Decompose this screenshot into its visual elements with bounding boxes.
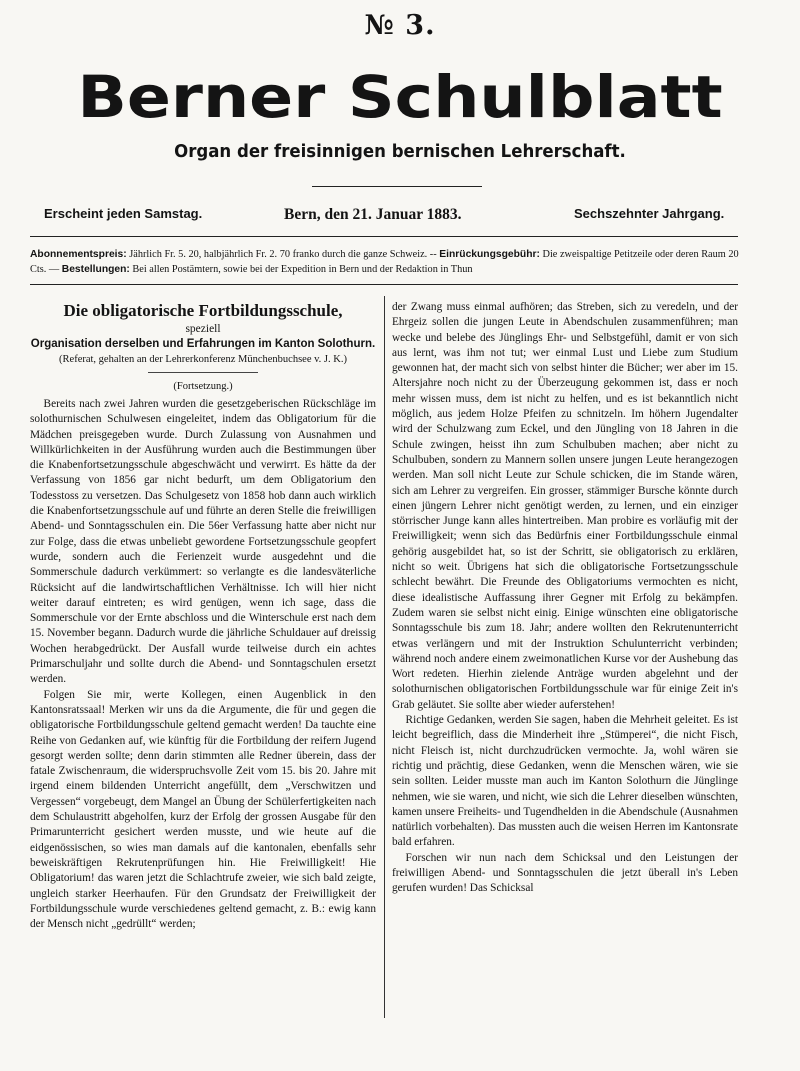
article-title: Die obligatorische Fortbildungsschule, xyxy=(63,301,343,320)
article-separator xyxy=(148,372,258,373)
paragraph: Folgen Sie mir, werte Kollegen, einen Augenblick in den Kantonsratssaal! Merken wir uns da die Argumente, die für und gegen die obligatorische Fortbildungsschule geltend gemacht werden! Da tauchte eine Reihe von Gedanken auf, wie künftig für die Fortbildung der reifern Jugend gesorgt werden sollte; denn darin stimmten alle Redner überein, dass der fatale Zwischenraum, die widerspruchsvolle Zeit vom 15. bis 20. Jahre mit irgend einem bildenden Unterricht angefüllt, dem „Verschwitzen und Vergessen“ vorgebeugt, dem Mangel an Übung der Schülerfertigkeiten nach dem Schulaustritt abgeholfen, kurz der Erfolg der grossen Ausgabe für den Primarunterricht gesichert werden musste, und wie heute auf die eidgenössischen, so wies man damals auf die kantonalen, ebenfalls sehr beweiskräftigen Rekrutenprüfungen hin. Hie Freiwilligkeit! Hie Obligatorium! das waren jetzt die Schlachtrufe zweier, wie sich bald zeigte, ungleich starker Heerhaufen. Für den Grundsatz der Freiwilligkeit der Fortbildungsschule wurde verschiedenes geltend gemacht, z. B.: ewig kann der Mensch nicht „gedrüllt“ werden; xyxy=(30,688,376,931)
notice-text-orders: Bei allen Postämtern, sowie bei der Expedition in Bern und der Redaktion in Thun xyxy=(129,264,473,275)
paragraph: Bereits nach zwei Jahren wurden die gesetzgeberischen Rückschläge im solothurnischen Schulwesen eingeleitet, indem das Obligatorium für die Mädchen preisgegeben wurde. Durch Zulassung von Ausnahmen und Willkürlichkeiten in der Ausführung wurden auch die Bestimmungen über die Knabenfortsetzungsschule abgeschwächt und verwirrt. Es hätte da der Verfassung von 1856 gar nicht bedurft, um dem Obligatorium den Todesstoss zu versetzen. Das Schulgesetz von 1858 hob dann auch wirklich die Knabenfortsetzungsschule auf und führte an deren Stelle die freiwilligen Abend- und Sonntagsschulen ein. Die 56er Verfassung hatte aber nicht nur zur Folge, dass die etwas unbeliebt gewordene Fortsetzungsschule geopfert wurde, sondern auch die Ferienzeit wurde ausgedehnt und die Sommerschule dadurch verkümmert: so verlangte es die landesväterliche Rücksicht auf die landwirtschaftlichen Verhältnisse. Ich will hier nicht weiter darauf eintreten; es wird genügen, wenn ich sage, dass die Sommerschule vor der Ernte abschloss und die Winterschule erst nach dem 15. November begann. Dadurch wurde die jährliche Schuldauer auf dreissig Wochen herabgedrückt. Der Ausfall wurde teilweise durch ein achtes Primarschuljahr und sollte durch die Abend- und Sonntagschulen ersetzt werden. xyxy=(30,398,376,686)
paragraph: Forschen wir nun nach dem Schicksal und den Leistungen der freiwilligen Abend- und Sonntagsschulen die jetzt überall in's Leben gerufen wurden! Das Schicksal xyxy=(392,851,738,895)
masthead-title: Berner Schulblatt xyxy=(77,63,723,131)
header-rule-top xyxy=(30,236,738,237)
header-rule-bottom xyxy=(30,284,738,285)
paragraph: Richtige Gedanken, werden Sie sagen, haben die Mehrheit geleitet. Es ist leicht begreiflich, dass die Minderheit ihre „Stümperei“, die nicht Fisch, nicht Fleisch ist, nicht durchzudrücken vermochte. Ja, wohl wären sie richtig und prächtig, diese Gedanken, wenn die Menschen wären, wie sie sein sollten. Leider musste man auch im Kanton Solothurn die Jünglinge nehmen, wie sie waren, und nicht, wie sich die Lehrer dieselben wünschten, kamen unsere Freiheits- und Tugendhelden in die Abendschule (Ausnahmen natürlich vorbehalten). Das mussten auch die weisen Herren im Kantonsrate bald erfahren. xyxy=(392,714,738,849)
column-divider xyxy=(384,296,385,1018)
article-subtitle-speziell: speziell xyxy=(185,323,221,335)
article-column-right xyxy=(392,300,738,897)
notice-label-insertion: Einrückungsgebühr: xyxy=(439,249,540,260)
publication-frequency: Erscheint jeden Samstag. xyxy=(44,206,203,221)
masthead-subtitle: Organ der freisinnigen bernischen Lehrerschaft. xyxy=(174,141,626,162)
subscription-notice xyxy=(30,247,740,277)
notice-label-orders: Bestellungen: xyxy=(61,264,130,275)
notice-text-insertion: Die zweispaltige Petitzeile oder deren Raum 20 Cts. — xyxy=(30,249,739,275)
article-column-left xyxy=(30,300,376,932)
volume-year: Sechszehnter Jahrgang. xyxy=(574,206,725,221)
article-subtitle: Organisation derselben und Erfahrungen im Kanton Solothurn. xyxy=(30,338,376,350)
article-reference: (Referat, gehalten an der Lehrerkonferenz Münchenbuchsee v. J. K.) xyxy=(59,354,347,365)
notice-label-subscription: Abonnementspreis: xyxy=(30,249,127,260)
continuation-note: (Fortsetzung.) xyxy=(173,381,233,392)
notice-text-subscription: Jährlich Fr. 5. 20, halbjährlich Fr. 2. 70 franko durch die ganze Schweiz. -- xyxy=(126,249,440,260)
issue-number: № 3. xyxy=(364,10,436,41)
dateline: Bern, den 21. Januar 1883. xyxy=(284,206,462,223)
paragraph: der Zwang muss einmal aufhören; das Streben, sich zu veredeln, und der Ehrgeiz sollen die jungen Leute in Abendschulen zusammenführen; man wecke und belebe des Jünglings Ehr- und Selbstgefühl, damit er von sich aus lernt, was ihm not tut; wer einmal Lust und Liebe zum Studium gewonnen hat, der macht sich von selbst hinter die Bücher; wer aber im 15. Altersjahre noch nicht zu der Überzeugung gekommen ist, dass er noch mehr wissen muss, dem ist nicht zu helfen, und es ist bekanntlich nicht möglich, aus jedem Holze Pfeifen zu schnitzeln. Im höhern Jugendalter wird der Schulzwang zum Eckel, und den Jüngling von 18 Jahren in die Schule zwingen, heisst ihn zum Schulbuben machen; aber nicht zu Schulbuben, sondern zu Mannern sollen unsere jungen Leute herangezogen werden. Man soll nicht Leute zur Schule schicken, die im Stande wären, sich am Lehrer zu vergreifen. Ein grosser, stämmiger Bursche könnte durch einen jüngern Lehrer nicht genötigt werden, zu lernen, und ein einziger störrischer Junge kann alles hintertreiben. Man probire es vorläufig mit der Freiwilligkeit; wenn sich das Bedürfnis einer Fortbildungsschule einmal gehörig ausgebildet hat, so ist der Schritt, sie obligatorisch zu erklären, nicht so weit. Übrigens hat sich die obligatorische Fortsetzungsschule schlecht bewährt. Die Freunde des Obligatoriums vermochten es nicht, diese idealistische Auffassung ihrer Gegner mit Erfolg zu bekämpfen. Zudem waren sie selbst nicht einig. Einige wünschten eine obligatorische Sonntagsschule bis zum 18. Jahr; andere wollten den Rekrutenunterricht etwas verlängern und mit der Instruktion Schulunterricht verbinden; während noch andere einem zweimonatlichen Kurse vor der Aushebung das Wort redeten. Hierhin zielende Anträge wurden abgelehnt und der solothurnischen obligatorischen Fortbildungsschule war für einige Zeit in's Grab geläutet. Sie sollte aber wieder auferstehen! xyxy=(392,301,738,711)
masthead-divider xyxy=(312,186,482,187)
